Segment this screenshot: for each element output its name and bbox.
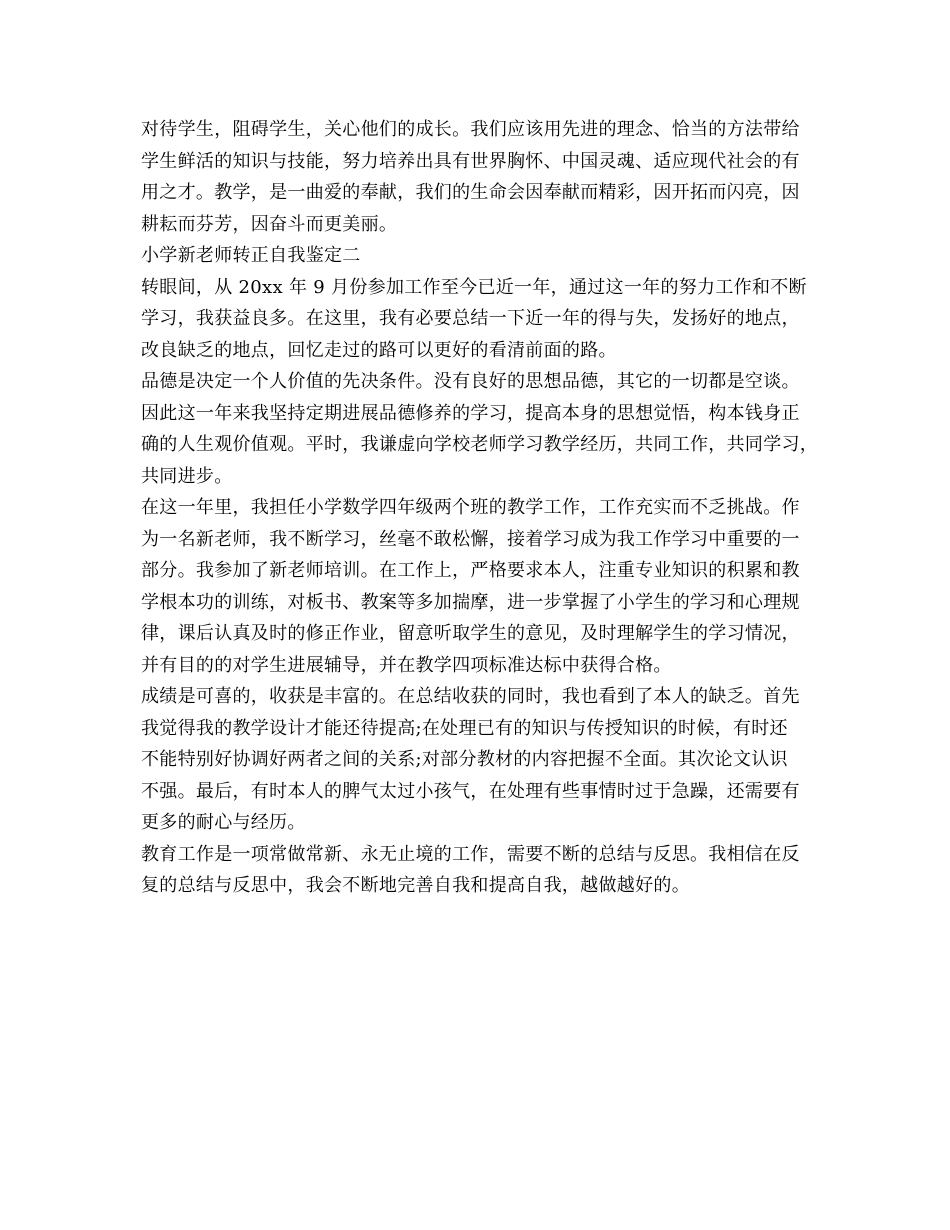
section-title [141, 240, 821, 272]
paragraph-line: 学根本功的训练，对板书、教案等多加揣摩，进一步掌握了小学生的学习和心理规 [141, 591, 800, 613]
paragraph-line: 用之才。教学，是一曲爱的奉献，我们的生命会因奉献而精彩，因开拓而闪亮，因 [141, 182, 800, 203]
paragraph-line: 转眼间，从 20xx 年 9 月份参加工作至今已近一年，通过这一年的努力工作和不断 [141, 276, 807, 298]
paragraph-1 [141, 114, 821, 240]
paragraph-line: 并有目的的对学生进展辅导，并在教学四项标准达标中获得合格。 [141, 654, 672, 676]
paragraph-line: 更多的耐心与经历。 [141, 812, 306, 833]
paragraph-6 [141, 839, 821, 902]
paragraph-line: 耕耘而芬芳，因奋斗而更美丽。 [141, 213, 398, 235]
paragraph-line: 共同进步。 [141, 465, 233, 487]
paragraph-line: 不强。最后，有时本人的脾气太过小孩气，在处理有些事情时过于急躁，还需要有 [141, 780, 800, 802]
paragraph-line: 对待学生，阻碍学生，关心他们的成长。我们应该用先进的理念、恰当的方法带给 [141, 119, 800, 140]
paragraph-line: 学习，我获益良多。在这里，我有必要总结一下近一年的得与失，发扬好的地点， [141, 308, 800, 329]
paragraph-line: 因此这一年来我坚持定期进展品德修养的学习，提高本身的思想觉悟，构本钱身正 [141, 402, 800, 424]
paragraph-line: 成绩是可喜的，收获是丰富的。在总结收获的同时，我也看到了本人的缺乏。首先 [141, 686, 800, 707]
paragraph-line: 复的总结与反思中，我会不断地完善自我和提高自我，越做越好的。 [141, 875, 690, 896]
paragraph-line: 教育工作是一项常做常新、永无止境的工作，需要不断的总结与反思。我相信在反 [141, 843, 800, 865]
paragraph-line: 确的人生观价值观。平时，我谦虚向学校老师学习教学经历，共同工作，共同学习， [141, 434, 819, 455]
paragraph-2 [141, 272, 821, 367]
paragraph-5 [141, 681, 821, 839]
document-body [141, 114, 821, 902]
paragraph-line: 品德是决定一个人价值的先决条件。没有良好的思想品德，其它的一切都是空谈。 [141, 371, 800, 392]
section-title-text: 小学新老师转正自我鉴定二 [141, 245, 361, 266]
paragraph-line: 改良缺乏的地点，回忆走过的路可以更好的看清前面的路。 [141, 339, 617, 361]
paragraph-line: 不能特别好协调好两者之间的关系;对部分教材的内容把握不全面。其次论文认识 [141, 749, 788, 770]
paragraph-4 [141, 492, 821, 681]
paragraph-line: 律，课后认真及时的修正作业，留意听取学生的意见，及时理解学生的学习情况， [141, 623, 800, 644]
paragraph-line: 为一名新老师，我不断学习，丝毫不敢松懈，接着学习成为我工作学习中重要的一 [141, 528, 800, 550]
paragraph-line: 学生鲜活的知识与技能，努力培养出具有世界胸怀、中国灵魂、适应现代社会的有 [141, 150, 800, 172]
paragraph-line: 我觉得我的教学设计才能还待提高;在处理已有的知识与传授知识的时候，有时还 [141, 717, 788, 739]
paragraph-line: 部分。我参加了新老师培训。在工作上，严格要求本人，注重专业知识的积累和教 [141, 560, 800, 581]
paragraph-3 [141, 366, 821, 492]
paragraph-line: 在这一年里，我担任小学数学四年级两个班的教学工作，工作充实而不乏挑战。作 [141, 497, 800, 518]
